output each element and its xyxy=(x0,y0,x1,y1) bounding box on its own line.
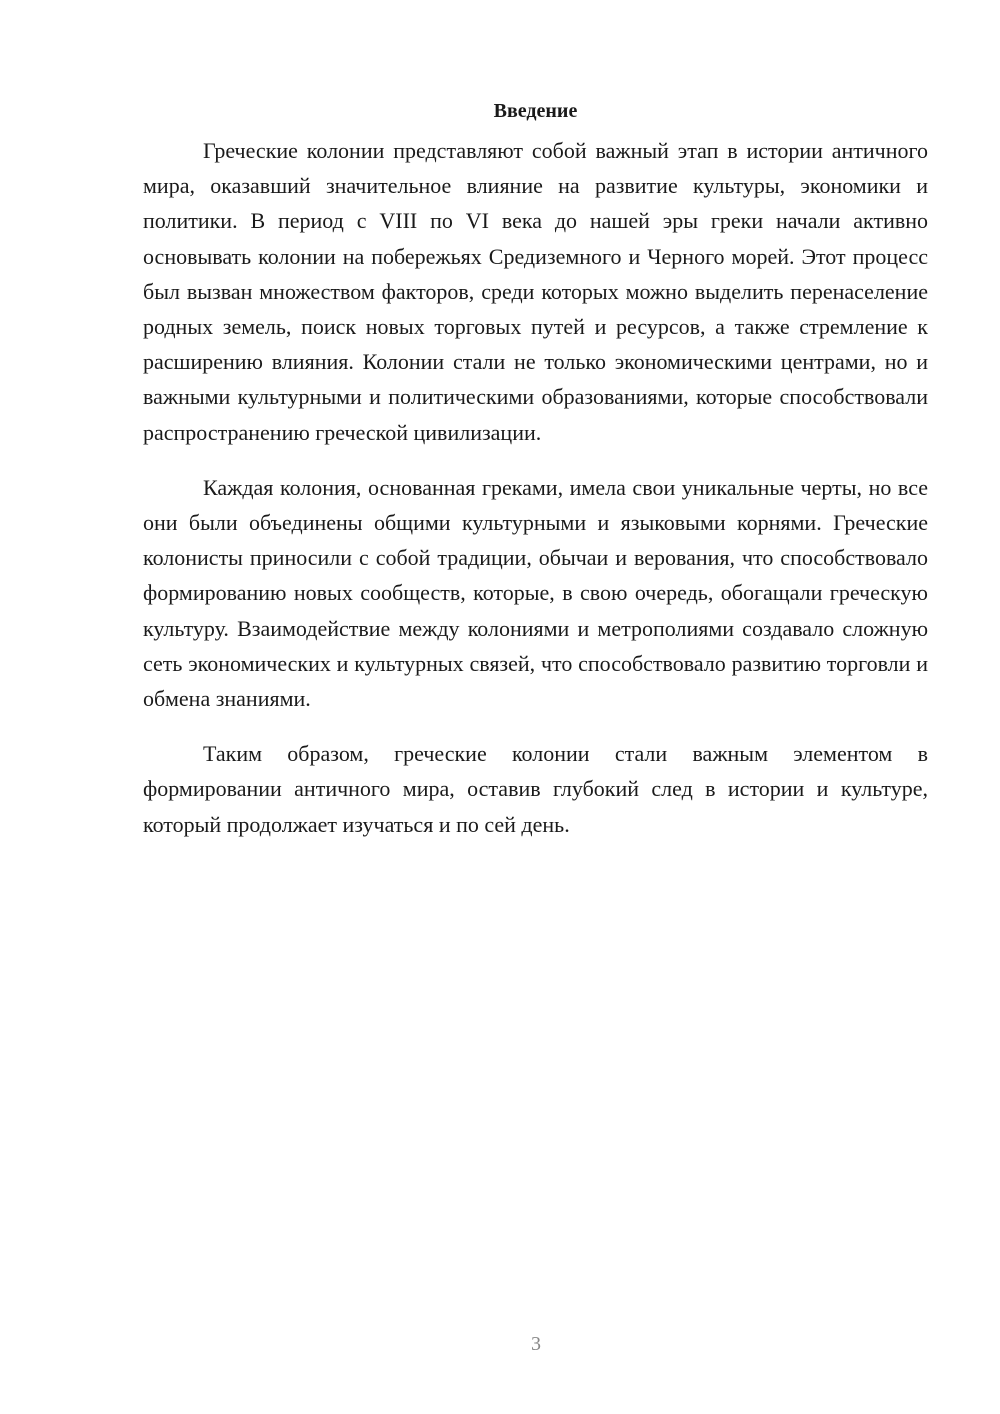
page-content xyxy=(143,97,928,862)
paragraph-1: Греческие колонии представляют собой важный этап в истории античного мира, оказавший значительное влияние на развитие культуры, экономики и политики. В период с VIII по VI века до нашей эры греки начали активно основывать колонии на побережьях Средиземного и Черного морей. Этот процесс был вызван множеством факторов, среди которых можно выделить перенаселение родных земель, поиск новых торговых путей и ресурсов, а также стремление к расширению влияния. Колонии стали не только экономическими центрами, но и важными культурными и политическими образованиями, которые способствовали распространению греческой цивилизации. xyxy=(143,138,929,445)
page-number: 3 xyxy=(531,1333,541,1355)
paragraph-3: Таким образом, греческие колонии стали важным элементом в формировании античного мира, оставив глубокий след в истории и культуре, который продолжает изучаться и по сей день. xyxy=(143,741,928,837)
section-title: Введение xyxy=(493,100,578,122)
paragraph-2: Каждая колония, основанная греками, имела свои уникальные черты, но все они были объединены общими культурными и языковыми корнями. Греческие колонисты приносили с собой традиции, обычаи и верования, что способствовало формированию новых сообществ, которые, в свою очередь, обогащали греческую культуру. Взаимодействие между колониями и метрополиями создавало сложную сеть экономических и культурных связей, что способствовало развитию торговли и обмена знаниями. xyxy=(143,474,928,712)
